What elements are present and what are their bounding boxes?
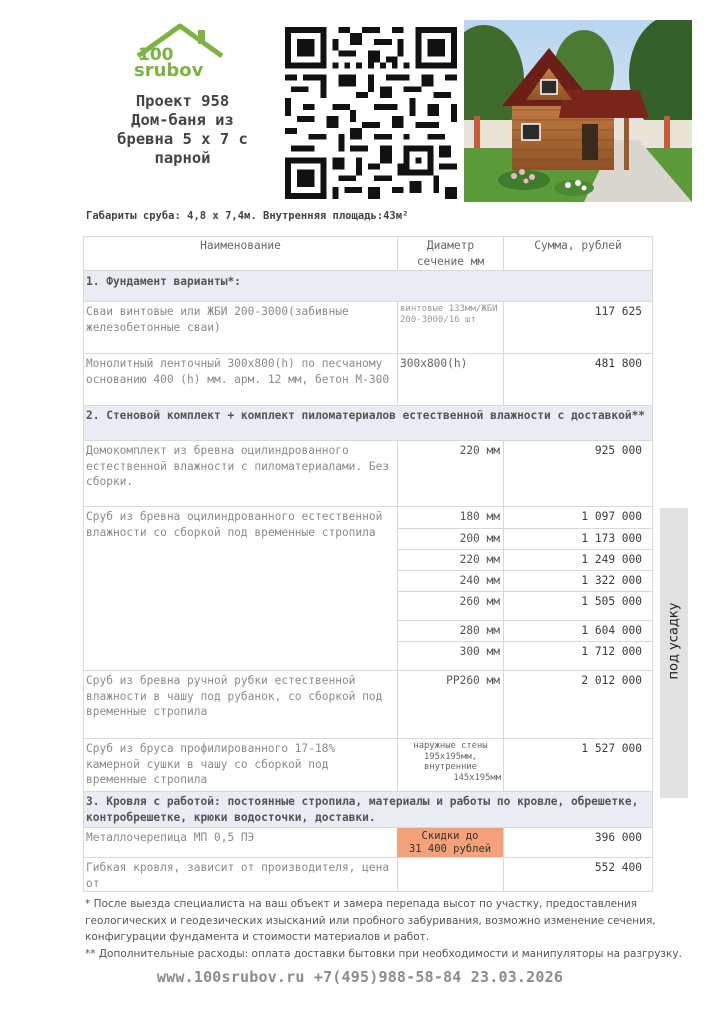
dimensions-caption: Габариты сруба: 4,8 х 7,4м. Внутренняя площадь:43м²: [86, 210, 409, 222]
option-diameter: 220 мм: [397, 550, 503, 570]
option-row: [397, 549, 653, 570]
header-name: Наименование: [83, 237, 397, 270]
title-line: Дом-баня из: [131, 111, 234, 129]
table-header-row: [83, 236, 653, 271]
option-row: [397, 620, 653, 641]
option-diameter: 180 мм: [397, 507, 503, 528]
section-row-foundation: [83, 271, 653, 302]
section-row-roof: [83, 792, 653, 828]
option-diameter: 300 мм: [397, 642, 503, 671]
option-diameter: 240 мм: [397, 571, 503, 591]
table-row: [83, 441, 653, 507]
option-row: [397, 507, 653, 528]
item-diameter: [397, 858, 503, 891]
item-name: Сруб из бревна ручной рубки естественной влажности в чашу под рубанок, со сборкой под временные стропила: [83, 671, 397, 738]
discount-badge: [397, 828, 503, 857]
header-sum: Сумма, рублей: [503, 237, 653, 270]
item-name: Сруб из бревна оцилиндрованного естественной влажности со сборкой под временные стропила: [83, 507, 397, 670]
footnote: ** Дополнительные расходы: оплата доставки бытовки при необходимости и манипуляторы на разгрузку.: [85, 947, 682, 960]
section-title: 1. Фундамент варианты*:: [86, 275, 241, 288]
title-line: бревна 5 х 7 с: [117, 130, 248, 148]
item-sum: 552 400: [503, 858, 653, 891]
option-sum: 1 322 000: [503, 571, 653, 591]
item-diameter: [397, 739, 503, 791]
table-row: [83, 507, 653, 671]
option-row: [397, 570, 653, 591]
item-name: Металлочерепица МП 0,5 ПЭ: [83, 828, 397, 857]
header-diameter: [397, 237, 503, 270]
section-title: 3. Кровля с работой: постоянные стропила, материалы и работы по кровле, обрешетке, контробрешетке, крюки водосточки, доставки.: [86, 795, 639, 824]
option-row: [397, 528, 653, 549]
qr-code[interactable]: [285, 27, 457, 199]
diameter-line: 145х195мм: [453, 772, 501, 783]
diameter-line: наружные стены: [413, 741, 488, 751]
discount-line: 31 400 рублей: [408, 843, 492, 855]
section-row-walls: [83, 406, 653, 441]
svg-text:100: 100: [138, 45, 174, 65]
table-row: [83, 302, 653, 354]
option-row: [397, 591, 653, 620]
item-diameter: 300х800(h): [397, 354, 503, 405]
table-row: [83, 828, 653, 858]
option-diameter: 280 мм: [397, 621, 503, 641]
project-title: [80, 92, 285, 168]
header-diameter-line: сечение мм: [416, 254, 485, 268]
item-name: Домокомплект из бревна оцилиндрованного естественной влажности с пиломатериалами. Без сборки.: [83, 441, 397, 506]
option-diameter: 260 мм: [397, 592, 503, 620]
option-row: [397, 641, 653, 671]
option-sum: 1 505 000: [503, 592, 653, 620]
option-diameter: 200 мм: [397, 529, 503, 549]
option-sum: 1 249 000: [503, 550, 653, 570]
diameter-line: 195х195мм,: [424, 751, 477, 762]
option-sum: 1 604 000: [503, 621, 653, 641]
svg-text:srubov: srubov: [134, 60, 204, 80]
item-sum: 396 000: [503, 828, 653, 857]
item-sum: 925 000: [503, 441, 653, 506]
item-diameter: винтовые 133мм/ЖБИ 200-3000/16 шт: [397, 302, 503, 353]
item-diameter: 220 мм: [397, 441, 503, 506]
header-diameter-line: Диаметр: [426, 239, 475, 252]
item-sum: 117 625: [503, 302, 653, 353]
footnote: * После выезда специалиста на ваш объект и замера перепада высот по участку, предоставления геологических и геодезических изысканий или пробного забуривания, возможно изменение сечения, конфигурации фундамента и стоимости материалов и работ.: [85, 898, 656, 943]
house-photo: [464, 20, 692, 202]
table-row: [83, 858, 653, 892]
footer-contacts[interactable]: www.100srubov.ru +7(495)988-58-84 23.03.2026: [156, 968, 564, 986]
item-name: Сваи винтовые или ЖБИ 200-3000(забивные железобетонные сваи): [83, 302, 397, 353]
item-name: Монолитный ленточный 300х800(h) по песчаному основанию 400 (h) мм. арм. 12 мм, бетон М-300: [83, 354, 397, 405]
item-name: Сруб из бруса профилированного 17-18% камерной сушки в чашу со сборкой под временные стропила: [83, 739, 397, 791]
title-line: Проект 958: [135, 92, 230, 110]
item-sum: 481 800: [503, 354, 653, 405]
table-row: [83, 739, 653, 792]
discount-line: Скидки до: [421, 830, 479, 842]
item-sum: 1 527 000: [503, 739, 653, 791]
footnotes: [85, 896, 705, 962]
diameter-line: внутренние: [424, 762, 477, 772]
option-sum: 1 712 000: [503, 642, 653, 671]
item-name: Гибкая кровля, зависит от производителя, цена от: [83, 858, 397, 891]
item-diameter: РР260 мм: [397, 671, 503, 738]
item-sum: 2 012 000: [503, 671, 653, 738]
section-title: 2. Стеновой комплект + комплект пиломатериалов естественной влажности с доставкой**: [86, 409, 646, 422]
table-row: [83, 354, 653, 406]
option-sum: 1 097 000: [503, 507, 653, 528]
table-row: [83, 671, 653, 739]
title-line: парной: [154, 149, 211, 167]
company-logo: [130, 22, 230, 80]
option-sum: 1 173 000: [503, 529, 653, 549]
side-label: под усадку: [666, 602, 682, 680]
